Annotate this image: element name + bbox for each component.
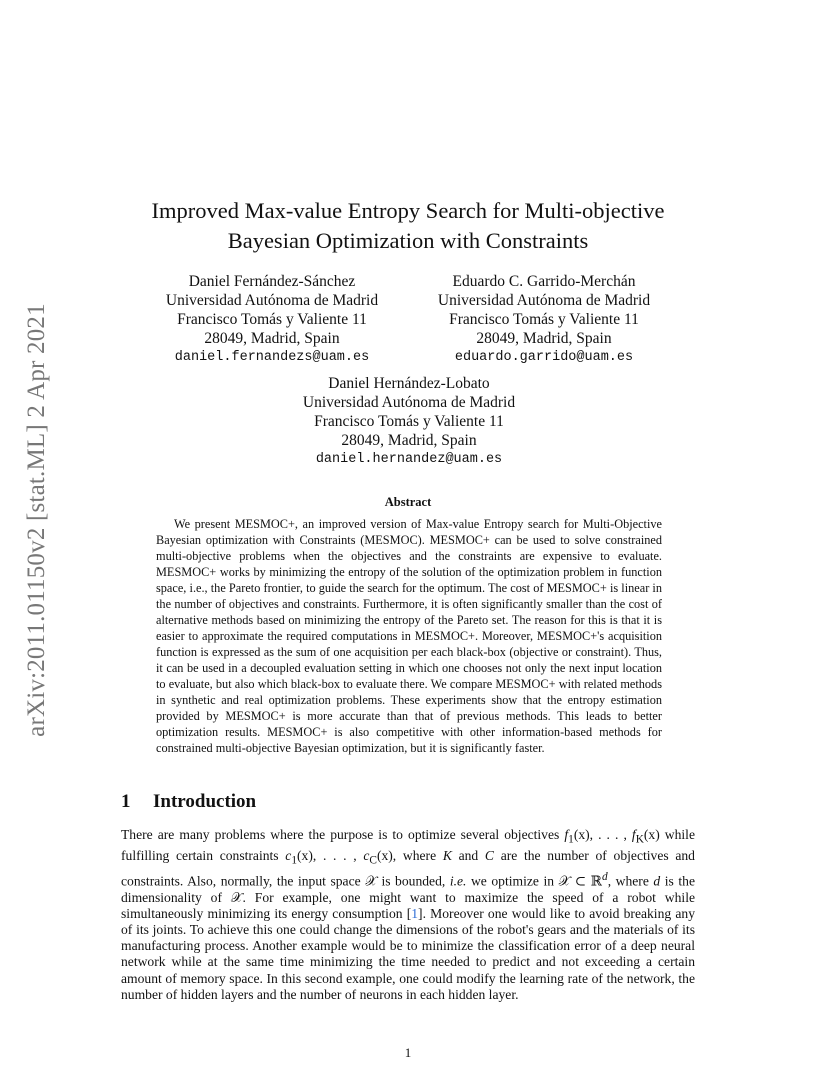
author-block-2	[424, 272, 664, 367]
text-run: (x), . . . ,	[573, 827, 632, 842]
math-subscript: C	[369, 854, 377, 867]
text-run: There are many problems where the purpose is to optimize several objectives	[121, 827, 565, 842]
text-run: (x), . . . ,	[297, 847, 364, 863]
author-email[interactable]: daniel.fernandezs@uam.es	[174, 350, 370, 365]
author-city: 28049, Madrid, Spain	[204, 330, 340, 347]
math-symbol: 𝒳	[230, 889, 243, 905]
title-line-2: Bayesian Optimization with Constraints	[227, 228, 589, 253]
introduction-paragraph	[121, 827, 695, 1003]
abstract-heading: Abstract	[384, 495, 432, 509]
abstract-text: We present MESMOC+, an improved version of Max-value Entropy search for Multi-Objective Bayesian optimization with Constraints (MESMOC). MESMOC+ can be used to solve constrained multi-objective problems when the objectives and the constraints are expensive to evaluate. MESMOC+ works by minimizing the entropy of the solution of the optimization problem in function space, i.e., the Pareto frontier, to guide the search for the optimum. The cost of MESMOC+ is linear in the number of objectives and constraints. Furthermore, it is often significantly smaller than the cost of alternative methods based on minimizing the entropy of the Pareto set. The reason for this is that it is easier to approximate the required computations in MESMOC+. Moreover, MESMOC+'s acquisition function is expressed as the sum of one acquisition per each black-box (objective or constraint). Thus, it can be used in a decoupled evaluation setting in which one chooses not only the next input location to evaluate, but also which black-box to evaluate there. We compare MESMOC+ with related methods in synthetic and real optimization problems. These experiments show that the entropy estimation provided by MESMOC+ is more accurate than that of previous methods. This leads to better optimization results. MESMOC+ is also competitive with other information-based methods for constrained multi-objective Bayesian optimization, but it is significantly faster.	[156, 517, 662, 755]
author-city: 28049, Madrid, Spain	[476, 330, 612, 347]
author-address: Francisco Tomás y Valiente 11	[314, 413, 504, 430]
author-name: Eduardo C. Garrido-Merchán	[452, 273, 636, 290]
section-heading	[121, 791, 256, 813]
page-number: 1	[404, 1045, 412, 1060]
author-affiliation: Universidad Autónoma de Madrid	[437, 292, 651, 309]
section-number: 1	[121, 791, 131, 812]
math-symbol: c	[285, 847, 292, 863]
arxiv-identifier-stamp: arXiv:2011.01150v2 [stat.ML] 2 Apr 2021	[23, 303, 50, 737]
author-name: Daniel Fernández-Sánchez	[188, 273, 356, 290]
math-symbol: d	[653, 873, 661, 889]
paper-title	[120, 196, 696, 256]
author-email[interactable]: eduardo.garrido@uam.es	[454, 350, 634, 365]
section-title: Introduction	[153, 791, 257, 812]
math-subscript: 1	[291, 854, 298, 867]
author-address: Francisco Tomás y Valiente 11	[177, 311, 367, 328]
text-run: are the number of objectives and constraints. Also, normally, the input space	[121, 847, 695, 889]
author-block-3	[284, 374, 534, 469]
text-run: and	[451, 847, 485, 863]
text-run: ]. Moreover one would like to avoid breaking any of its joints. To achieve this one could change the dimensions of the robot's gears and the materials of its manufacturing process. Another example would be to minimize the classification error of a deep neural network while at the same time minimizing the time needed to predict and not exceeding a certain amount of memory space. In this second example, one could modify the learning rate of the network, the number of hidden layers and the number of neurons in each hidden layer.	[121, 905, 695, 1002]
author-name: Daniel Hernández-Lobato	[328, 375, 490, 392]
text-emphasis: i.e.	[449, 873, 467, 889]
text-run: , where	[607, 873, 654, 889]
math-symbol: f	[631, 827, 636, 842]
author-email[interactable]: daniel.hernandez@uam.es	[315, 452, 503, 467]
citation-link[interactable]: 1	[411, 905, 419, 921]
math-subscript: 1	[568, 833, 574, 846]
text-run: is bounded,	[376, 873, 450, 889]
math-symbol: C	[484, 847, 494, 863]
math-expression: 𝒳 ⊂ ℝ	[558, 873, 603, 889]
title-line-1: Improved Max-value Entropy Search for Multi-objective	[151, 198, 665, 223]
math-symbol: K	[442, 847, 452, 863]
math-symbol: f	[564, 827, 569, 842]
text-run: is the dimensionality of	[121, 873, 695, 905]
math-subscript: K	[635, 833, 644, 846]
author-block-1	[150, 272, 394, 367]
text-run: we optimize in	[466, 873, 559, 889]
author-affiliation: Universidad Autónoma de Madrid	[302, 394, 516, 411]
math-symbol: c	[363, 847, 370, 863]
text-run: . For example, one might want to maximize the speed of a robot while simultaneously minimizing its energy consumption [	[121, 889, 696, 921]
text-run: (x), where	[376, 847, 443, 863]
text-run: (x) while fulfilling certain constraints	[121, 827, 695, 863]
author-city: 28049, Madrid, Spain	[341, 432, 477, 449]
author-affiliation: Universidad Autónoma de Madrid	[165, 292, 379, 309]
math-symbol: 𝒳	[365, 873, 377, 889]
math-superscript: d	[602, 870, 608, 883]
author-address: Francisco Tomás y Valiente 11	[449, 311, 639, 328]
